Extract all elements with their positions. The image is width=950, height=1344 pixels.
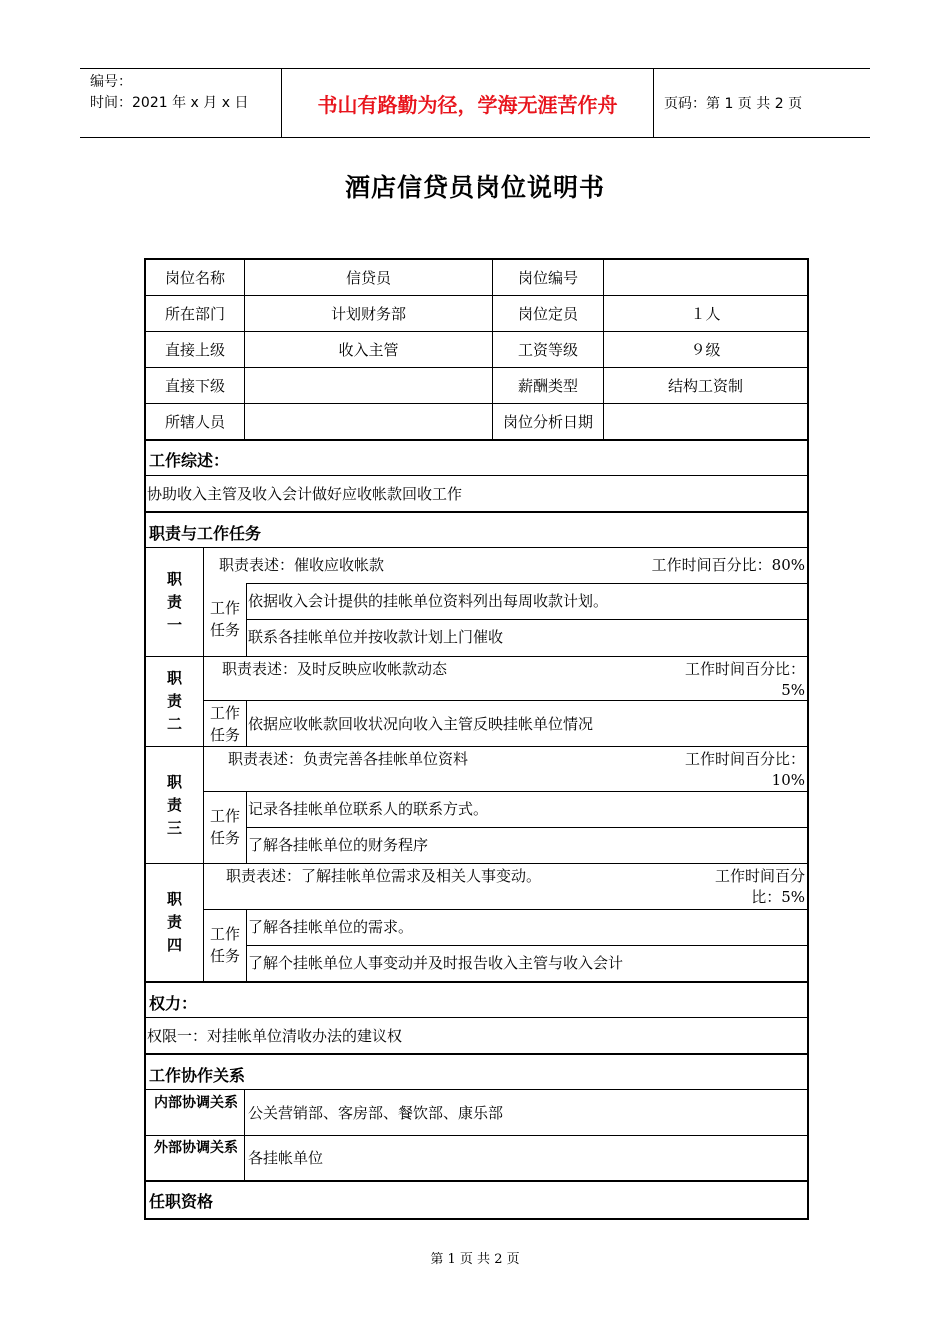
label-headcount: 岗位定员 (517, 305, 578, 323)
label-position-number: 岗位编号 (517, 269, 578, 287)
label-supervisor: 直接上级 (164, 341, 225, 359)
value-analysis-date (604, 404, 807, 439)
summary-text: 协助收入主管及收入会计做好应收帐款回收工作 (147, 485, 463, 503)
duty-4-label: 职 责 四 (166, 890, 182, 954)
duty-3-task-1: 记录各挂帐单位联系人的联系方式。 (248, 800, 489, 818)
value-pay-type: 结构工资制 (667, 377, 743, 395)
value-salary-grade: ９级 (690, 341, 721, 359)
time-label: 时间：2021 年 x 月 x 日 (90, 95, 249, 111)
value-subordinate (245, 368, 492, 403)
external-coop-label: 外部协调关系 (154, 1140, 238, 1156)
duty-1-desc: 职责表述：催收应收帐款 (219, 556, 385, 574)
duty-1-task-1: 依据收入会计提供的挂帐单位资料列出每周收款计划。 (248, 592, 609, 610)
value-headcount: １人 (690, 305, 721, 323)
coop-heading: 工作协作关系 (149, 1066, 246, 1085)
label-position-name: 岗位名称 (164, 269, 225, 287)
duty-2-task-1: 依据应收帐款回收状况向收入主管反映挂帐单位情况 (248, 715, 594, 733)
label-analysis-date: 岗位分析日期 (502, 413, 593, 431)
duty-2-pct-b: 5% (781, 681, 805, 699)
duty-1-pct: 工作时间百分比：80% (651, 556, 805, 574)
summary-heading: 工作综述： (149, 451, 230, 470)
duty-3-pct-a: 工作时间百分比： (684, 750, 805, 768)
duty-4-desc: 职责表述：了解挂帐单位需求及相关人事变动。 (226, 867, 542, 885)
duty-3-label: 职 责 三 (166, 772, 182, 837)
header-band (80, 68, 870, 138)
label-subordinate: 直接下级 (164, 377, 225, 395)
value-position-number (604, 260, 807, 295)
duty-3-task-label: 工作任务 (209, 807, 240, 847)
power-text: 权限一：对挂帐单位清收办法的建议权 (147, 1027, 403, 1045)
job-description-table (144, 258, 809, 1220)
qualification-heading: 任职资格 (149, 1192, 214, 1211)
duty-1-task-2: 联系各挂帐单位并按收款计划上门催收 (248, 628, 504, 646)
value-position-name: 信贷员 (345, 269, 391, 287)
duty-4-task-1: 了解各挂帐单位的需求。 (248, 918, 414, 936)
duties-heading: 职责与工作任务 (149, 524, 262, 543)
duty-4-task-label: 工作任务 (209, 925, 240, 965)
duty-3-task-2: 了解各挂帐单位的财务程序 (248, 836, 429, 854)
number-label: 编号： (90, 74, 132, 90)
label-pay-type: 薪酬类型 (517, 377, 578, 395)
duty-3-desc: 职责表述：负责完善各挂帐单位资料 (228, 750, 469, 768)
external-coop-value: 各挂帐单位 (248, 1149, 324, 1167)
divider (653, 69, 654, 137)
duty-4-pct-a: 工作时间百分 (714, 867, 805, 885)
duty-2-label: 职 责 二 (166, 669, 182, 733)
header-meta (90, 72, 248, 114)
internal-coop-value: 公关营销部、客房部、餐饮部、康乐部 (248, 1104, 504, 1122)
motto: 书山有路勤为径，学海无涯苦作舟 (317, 92, 618, 117)
page-title: 酒店信贷员岗位说明书 (344, 173, 605, 202)
value-supervisor: 收入主管 (338, 341, 399, 359)
label-department: 所在部门 (164, 305, 225, 323)
duty-2-pct-a: 工作时间百分比： (684, 660, 805, 678)
duty-1-label: 职 责 一 (166, 569, 182, 634)
duty-4-pct-b: 比：5% (751, 888, 805, 906)
internal-coop-label: 内部协调关系 (154, 1095, 238, 1111)
duty-1-task-label: 工作任务 (209, 599, 240, 639)
page-label: 页码：第 1 页 共 2 页 (664, 96, 803, 112)
label-staff: 所辖人员 (164, 413, 225, 431)
page-footer: 第 1 页 共 2 页 (430, 1252, 520, 1267)
duty-2-desc: 职责表述：及时反映应收帐款动态 (222, 660, 448, 678)
duty-4-task-2: 了解个挂帐单位人事变动并及时报告收入主管与收入会计 (248, 954, 624, 972)
power-heading: 权力： (149, 994, 198, 1013)
label-salary-grade: 工资等级 (517, 341, 578, 359)
value-department: 计划财务部 (330, 305, 406, 323)
duty-3-pct-b: 10% (771, 771, 805, 789)
duty-2-task-label: 工作任务 (209, 704, 240, 744)
value-staff (245, 404, 492, 439)
